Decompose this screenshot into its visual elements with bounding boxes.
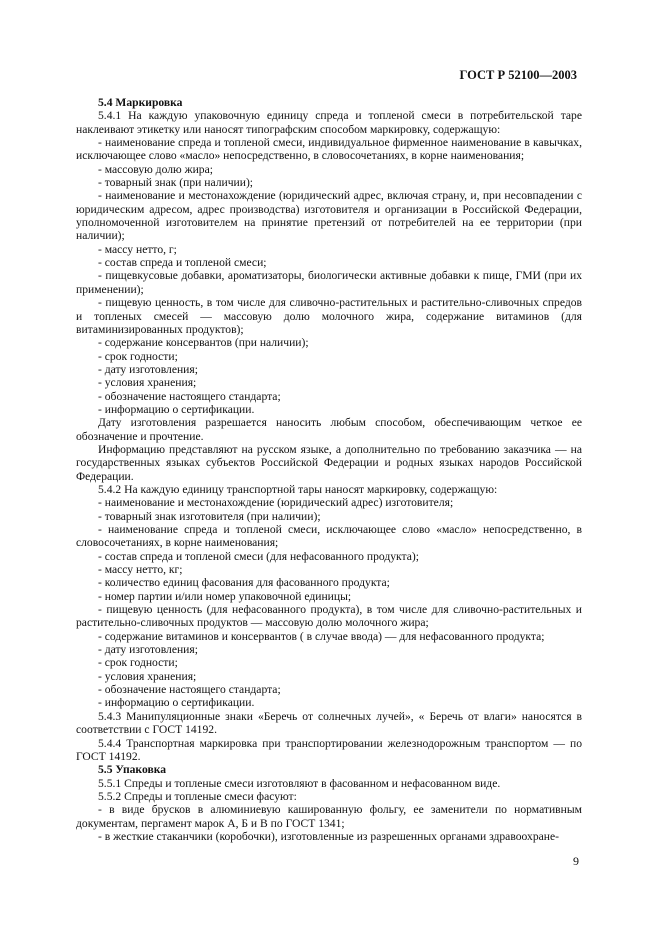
paragraph: - информацию о сертификации. bbox=[98, 402, 255, 416]
paragraph: - состав спреда и топленой смеси (для нефасованного продукта); bbox=[98, 549, 419, 563]
paragraph: - состав спреда и топленой смеси; bbox=[98, 256, 267, 270]
paragraph: - товарный знак изготовителя (при наличии); bbox=[98, 509, 321, 523]
paragraph: - пищевую ценность (для нефасованного продукта), в том числе для сливочно-растительных и растительно-сливочных продуктов — массовую долю молочного жира; bbox=[76, 603, 582, 630]
paragraph: - условия хранения; bbox=[98, 669, 197, 683]
paragraph: 5.4.3 Манипуляционные знаки «Беречь от солнечных лучей», « Беречь от влаги» наносятся в соответствии с ГОСТ 14192. bbox=[76, 709, 582, 737]
paragraph: 5.5.1 Спреды и топленые смеси изготовляют в фасованном и нефасованном виде. bbox=[98, 776, 501, 790]
paragraph: Информацию представляют на русском языке, а дополнительно по требованию заказчика — на государственных языках субъектов Российской Федерации и родных языках народов Российской Федерации. bbox=[76, 442, 582, 483]
paragraph: - наименование спреда и топленой смеси, индивидуальное фирменное наименование в кавычках, исключающее слово «масло» непосредственно, в словосочетаниях, в корне наименования; bbox=[76, 136, 582, 163]
paragraph: 5.4.2 На каждую единицу транспортной тары наносят маркировку, содержащую: bbox=[98, 482, 498, 496]
paragraph: 5.4.4 Транспортная маркировка при транспортировании железнодорожным транспортом — по ГОСТ 14192. bbox=[76, 736, 582, 763]
paragraph: 5.5.2 Спреды и топленые смеси фасуют: bbox=[98, 789, 297, 803]
paragraph: - дату изготовления; bbox=[98, 362, 198, 376]
paragraph: - пищевую ценность, в том числе для сливочно-растительных и растительно-сливочных спредов и топленых смесей — массовую долю молочного жира, содержание витаминов (для витаминизированных продуктов); bbox=[76, 296, 582, 336]
paragraph: - обозначение настоящего стандарта; bbox=[98, 683, 281, 697]
section-heading: 5.4 Маркировка bbox=[98, 96, 183, 109]
paragraph: - массу нетто, г; bbox=[98, 242, 177, 256]
paragraph: - наименование и местонахождение (юридический адрес, включая страну, и, при несовпадении с юридическим адресом, адрес производства) изготовителя и организации в Российской Федерации, уполномоченной изготовителем на принятие претензий от потребителей на ее территории (при наличии); bbox=[76, 189, 582, 243]
paragraph: Дату изготовления разрешается наносить любым способом, обеспечивающим четкое ее обозначение и прочтение. bbox=[76, 416, 582, 443]
paragraph: - количество единиц фасования для фасованного продукта; bbox=[98, 576, 390, 590]
paragraph: - наименование и местонахождение (юридический адрес) изготовителя; bbox=[98, 496, 454, 510]
paragraph: - в виде брусков в алюминиевую кашированную фольгу, ее заменители по нормативным документам, пергамент марок А, Б и В по ГОСТ 1341; bbox=[76, 803, 582, 830]
paragraph: - содержание консервантов (при наличии); bbox=[98, 336, 309, 350]
section-heading: 5.5 Упаковка bbox=[98, 763, 167, 777]
paragraph: - пищевкусовые добавки, ароматизаторы, биологически активные добавки к пище, ГМИ (при их применении); bbox=[76, 269, 582, 296]
paragraph: - содержание витаминов и консервантов ( в случае ввода) — для нефасованного продукта; bbox=[98, 629, 545, 643]
paragraph: - дату изготовления; bbox=[98, 643, 198, 657]
paragraph: 5.4.1 На каждую упаковочную единицу спреда и топленой смеси в потребительской таре наклеивают этикетку или наносят типографским способом маркировку, содержащую: bbox=[76, 109, 582, 136]
paragraph: - наименование спреда и топленой смеси, исключающее слово «масло» непосредственно, в словосочетаниях, в корне наименования; bbox=[76, 523, 582, 550]
paragraph: - номер партии и/или номер упаковочной единицы; bbox=[98, 589, 352, 603]
paragraph: - информацию о сертификации. bbox=[98, 696, 255, 710]
paragraph: - в жесткие стаканчики (коробочки), изготовленные из разрешенных органами здравоохране- bbox=[98, 829, 559, 843]
page-number: 9 bbox=[573, 854, 579, 868]
paragraph: - массовую долю жира; bbox=[98, 162, 213, 176]
paragraph: - обозначение настоящего стандарта; bbox=[98, 389, 281, 403]
paragraph: - товарный знак (при наличии); bbox=[98, 176, 254, 190]
paragraph: - срок годности; bbox=[98, 656, 178, 670]
paragraph: - условия хранения; bbox=[98, 376, 197, 390]
paragraph: - срок годности; bbox=[98, 349, 178, 363]
document-header: ГОСТ Р 52100—2003 bbox=[459, 68, 577, 82]
paragraph: - массу нетто, кг; bbox=[98, 563, 183, 577]
document-body bbox=[76, 96, 582, 843]
